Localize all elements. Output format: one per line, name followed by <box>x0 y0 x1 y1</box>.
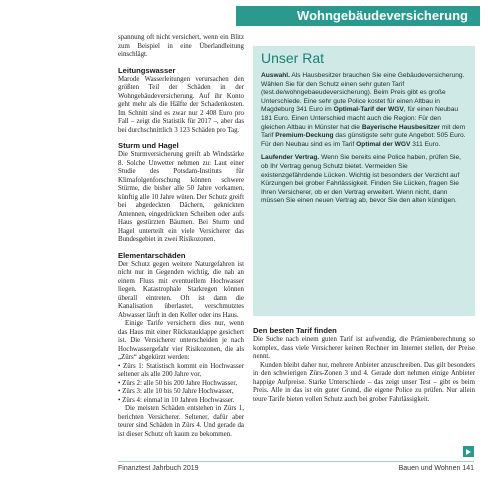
heading-elementarschaeden: Elementarschäden <box>118 250 186 260</box>
advice-laufender-vertrag: Laufender Vertrag. Wenn Sie bereits eine Police haben, prüfen Sie, ob Ihr Vertrag genug Schutz bietet. Vermeiden Sie existenzgefährdende Lücken. Wichtig ist besonders der Verzicht auf Kürzungen bei grober Fahrlässigkeit. Finden Sie Lücken, fragen Sie Ihren Versicherer, ob er den Vertrag erweitert. Wenn nicht, dann müssen Sie einen neuen Vertrag ab, bevor Sie den alten kündigen. <box>261 154 461 205</box>
heading-besten-tarif: Den besten Tarif finden <box>253 326 337 335</box>
footer-divider <box>118 461 474 462</box>
paragraph-tarif-1: Die Suche nach einem guten Tarif ist aufwendig, die Prämienberechnung so komplex, dass viele Versicherer keinen Rechner im Internet stellen, der Preise nennt. <box>253 336 475 360</box>
section-header-bar <box>236 6 480 26</box>
paragraph-elementar-2: Einige Tarife versichern dies nur, wenn das Haus mit einer Rückstauklappe gesichert ist. Die Versicherer unterscheiden je nach Hochwassergefahr vier Risikozonen, die als „Zürs“ abgekürzt werden: <box>118 320 244 361</box>
zone-item: • Zürs 4: einmal in 10 Jahren Hochwasser. <box>118 396 235 404</box>
continue-arrow-icon <box>463 446 474 457</box>
left-column <box>118 34 244 439</box>
zone-item: • Zürs 2: alle 50 bis 200 Jahre Hochwasser, <box>118 379 238 387</box>
paragraph-elementar-1: Der Schutz gegen weitere Naturgefahren ist nicht nur in Gegenden wichtig, die nah an einem Fluss mit eventuellem Hochwasser liegen. Katastrophale Starkregen können überall eintreten. Oft ist dann die Kanalisation überlastet, verschmutztes Abwasser läuft in den Keller oder ins Haus. <box>118 260 244 319</box>
heading-sturm-hagel: Sturm und Hagel <box>118 141 179 150</box>
intro-paragraph: spannung oft nicht versichert, wenn ein Blitz zum Beispiel in eine Überlandleitung einschlägt. <box>118 34 244 58</box>
footer-publication: Finanztest Jahrbuch 2019 <box>118 465 199 472</box>
advice-box-title: Unser Rat <box>261 50 325 66</box>
paragraph-sturm-hagel: Die Sturmversicherung greift ab Windstärke 8. Solche Unwetter nehmen zu: Laut einer Studie des Potsdam-Instituts für Klimafolgenforschung können schwere Stürme, die bisher alle 50 Jahre vorkamen, künftig alle 10 Jahre wüten. Der Schutz greift bei abgedeckten Dächern, geknickten Antennen, eingedrückten Scheiben oder aufs Haus gestürzten Bäumen. Bei Sturm und Hagel unterteilt ein viele Versicherer das Bundesgebiet in zwei Risikozonen. <box>118 151 244 243</box>
section-title: Wohngebäudeversicherung <box>297 8 468 23</box>
paragraph-leitungswasser: Marode Wasserleitungen verursachen den größten Teil der Schäden in der Wohngebäudeversicherung. Auf ihr Konto geht mehr als die Hälfte der Schadenkosten. Im Schnitt sind es zwar nur 2 408 Euro pro Fall – zeigt die Statistik für 2017 –, aber das bei durchschnittlich 3 123 Schäden pro Tag. <box>118 75 244 134</box>
advice-auswahl: Auswahl. Als Hausbesitzer brauchen Sie eine Gebäudeversicherung. Wählen Sie für den Schutz einen sehr guten Tarif (test.de/wohngebaeudeversicherung). Beim Preis gibt es große Unterschiede. Eine sehr gute Police kostet für einen Altbau in Magdeburg 341 Euro im Optimal-Tarif der WGV, für einen Neubau 181 Euro. Einen Unterschied macht auch die Region: Für den gleichen Altbau in Münster hat die Bayerische Hausbesitzer mit dem Tarif Premium-Deckung das günstigste sehr gute Angebot: 505 Euro. Für den Neubau sind es im Tarif Optimal der WGV 311 Euro. <box>261 72 466 148</box>
zone-item: • Zürs 3: alle 10 bis 50 Jahre Hochwasser, <box>118 388 234 395</box>
advice-box-body <box>261 72 467 211</box>
paragraph-elementar-3: Die meisten Schäden entstehen in Zürs 1, berichten Versicherer. Seltener, dafür aber teurer sind Schäden in Zürs 4. Und gerade da ist dieser Schutz oft kaum zu bekommen. <box>118 405 244 438</box>
right-column <box>253 326 475 404</box>
footer-page-info: Bauen und Wohnen 141 <box>398 465 474 472</box>
heading-leitungswasser: Leitungswasser <box>118 65 176 75</box>
zone-item: • Zürs 1: Statistisch kommt ein Hochwasser seltener als alle 200 Jahre vor, <box>118 362 244 378</box>
advice-box <box>253 46 475 316</box>
paragraph-tarif-2: Kunden bleibt daher nur, mehrere Anbieter anzuschreiben. Das gilt besonders in den schwierigen Zürs-Zonen 3 und 4. Gerade dort nehmen einige Anbieter happige Aufpreise. Starke Unterschiede – das zeigt unser Test – gibt es beim Preis. Alle in das ist ein guter Grund, die eigene Police zu prüfen. Nur allein teure Tarife bieten vollen Schutz auch bei grober Fahrlässigkeit. <box>253 361 475 403</box>
